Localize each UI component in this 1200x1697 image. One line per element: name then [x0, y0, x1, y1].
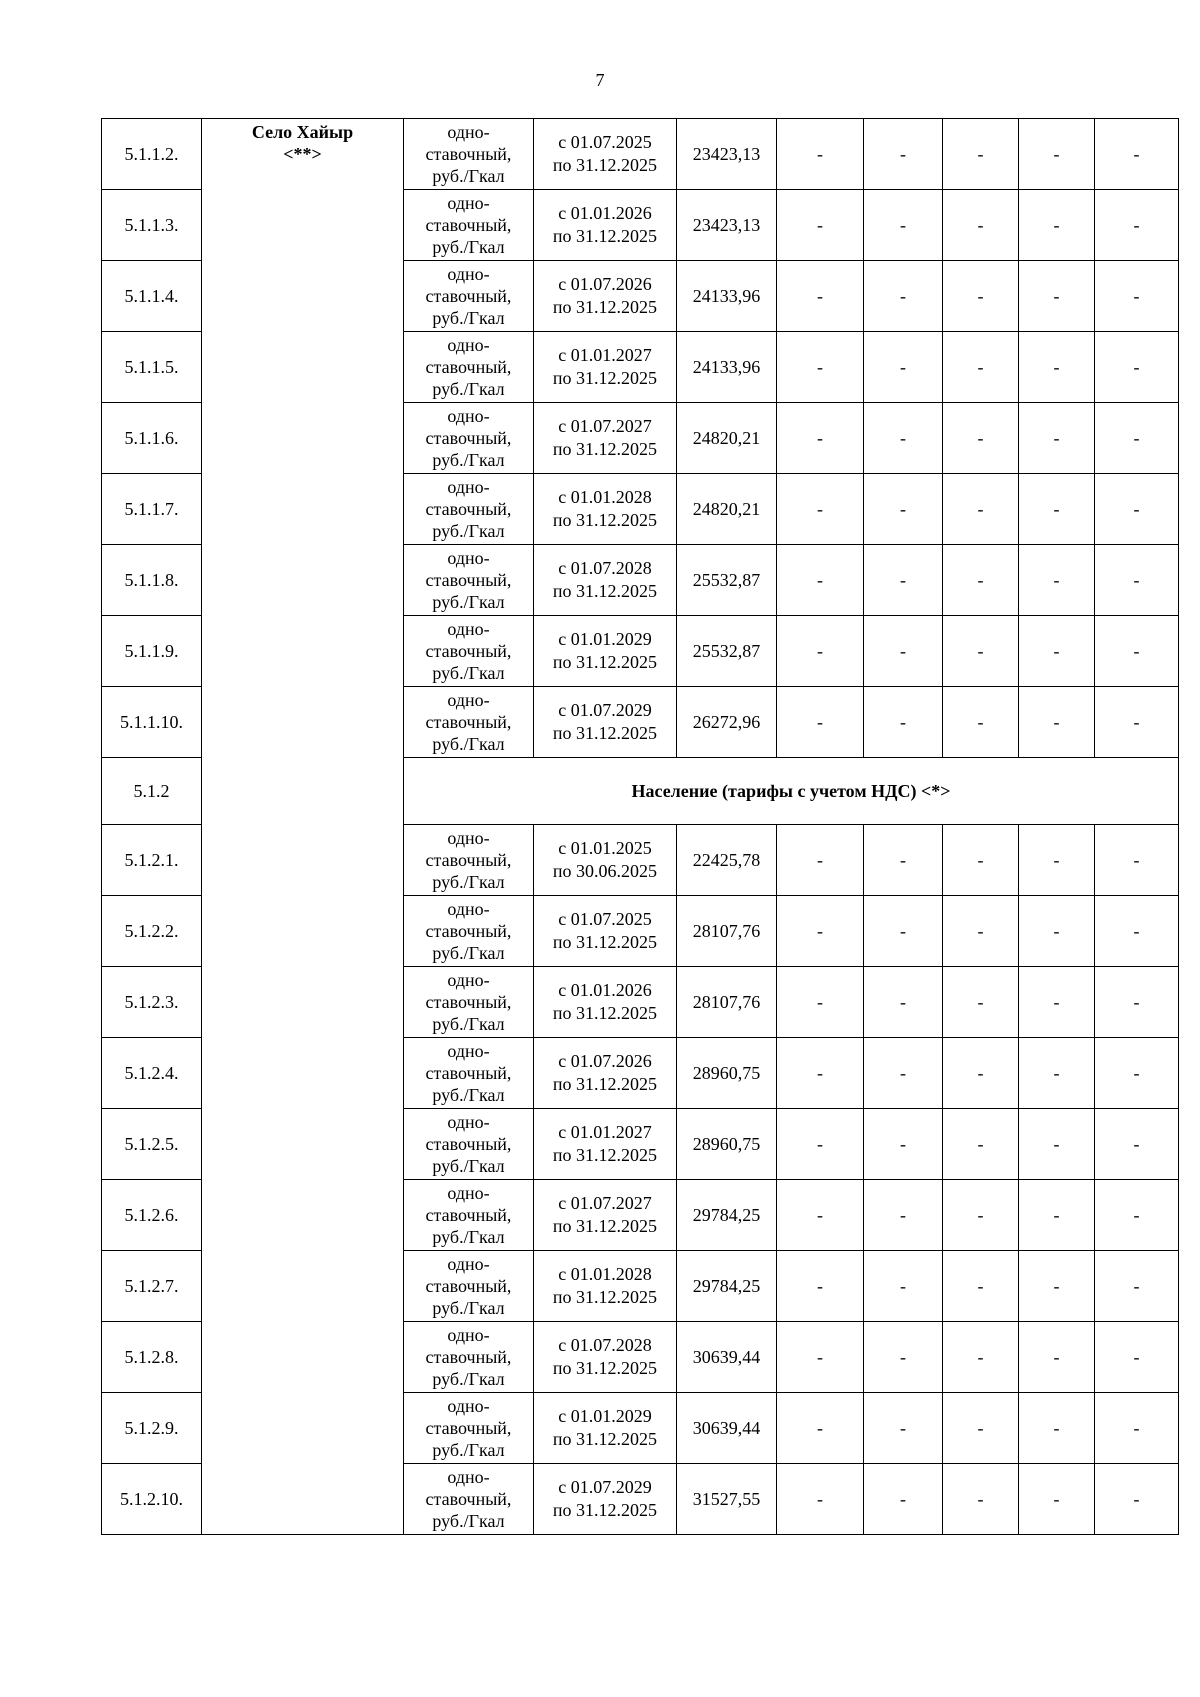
tariff-type-line: ставочный, — [425, 1347, 512, 1367]
tariff-value-cell: 28960,75 — [677, 1038, 777, 1109]
tariff-type-cell — [404, 261, 534, 332]
page-number: 7 — [595, 70, 605, 90]
tariff-type-cell — [404, 474, 534, 545]
period-to: по 31.12.2025 — [552, 1500, 658, 1520]
empty-value-cell: - — [1019, 1109, 1095, 1180]
tariff-type-line: одно- — [447, 264, 490, 284]
empty-value-cell: - — [1095, 1251, 1179, 1322]
tariff-type-cell — [404, 1393, 534, 1464]
row-code-cell: 5.1.1.6. — [102, 403, 202, 474]
period-from: с 01.07.2027 — [558, 416, 652, 436]
tariff-value-cell: 29784,25 — [677, 1180, 777, 1251]
tariff-type-line: руб./Гкал — [432, 592, 505, 612]
empty-value-cell: - — [1095, 119, 1179, 190]
empty-value-cell: - — [1019, 1322, 1095, 1393]
tariff-type-cell — [404, 1109, 534, 1180]
period-from: с 01.01.2028 — [558, 487, 652, 507]
empty-value-cell: - — [777, 332, 864, 403]
empty-value-cell: - — [864, 1180, 943, 1251]
row-code-cell: 5.1.2.2. — [102, 896, 202, 967]
empty-value-cell: - — [777, 1038, 864, 1109]
period-to: по 31.12.2025 — [552, 1358, 658, 1378]
tariff-value-cell: 23423,13 — [677, 190, 777, 261]
tariff-type-line: руб./Гкал — [432, 1227, 505, 1247]
tariff-type-line: ставочный, — [425, 992, 512, 1012]
row-code-cell: 5.1.1.4. — [102, 261, 202, 332]
empty-value-cell: - — [943, 1464, 1019, 1535]
empty-value-cell: - — [943, 332, 1019, 403]
empty-value-cell: - — [943, 1180, 1019, 1251]
tariff-type-line: ставочный, — [425, 1134, 512, 1154]
tariff-type-line: одно- — [447, 1112, 490, 1132]
tariff-type-line: ставочный, — [425, 499, 512, 519]
tariff-table-body — [102, 119, 1179, 1535]
empty-value-cell: - — [1019, 896, 1095, 967]
tariff-type-cell — [404, 1464, 534, 1535]
row-code-cell: 5.1.2.7. — [102, 1251, 202, 1322]
empty-value-cell: - — [1019, 190, 1095, 261]
empty-value-cell: - — [1095, 1038, 1179, 1109]
empty-value-cell: - — [864, 545, 943, 616]
tariff-value-cell: 24820,21 — [677, 403, 777, 474]
period-to: по 31.12.2025 — [552, 723, 658, 743]
tariff-type-cell — [404, 1038, 534, 1109]
empty-value-cell: - — [1019, 119, 1095, 190]
empty-value-cell: - — [777, 1322, 864, 1393]
empty-value-cell: - — [1095, 332, 1179, 403]
empty-value-cell: - — [864, 687, 943, 758]
empty-value-cell: - — [943, 190, 1019, 261]
empty-value-cell: - — [1019, 1393, 1095, 1464]
period-from: с 01.07.2029 — [558, 1477, 652, 1497]
tariff-type-line: руб./Гкал — [432, 872, 505, 892]
empty-value-cell: - — [1095, 190, 1179, 261]
empty-value-cell: - — [864, 1393, 943, 1464]
empty-value-cell: - — [864, 896, 943, 967]
empty-value-cell: - — [777, 119, 864, 190]
tariff-type-line: одно- — [447, 548, 490, 568]
period-cell — [534, 190, 677, 261]
tariff-value-cell: 28107,76 — [677, 967, 777, 1038]
tariff-type-line: ставочный, — [425, 1276, 512, 1296]
empty-value-cell: - — [943, 616, 1019, 687]
row-code-cell: 5.1.1.2. — [102, 119, 202, 190]
empty-value-cell: - — [864, 332, 943, 403]
period-to: по 31.12.2025 — [552, 510, 658, 530]
empty-value-cell: - — [1095, 1109, 1179, 1180]
row-code-cell: 5.1.2.10. — [102, 1464, 202, 1535]
empty-value-cell: - — [943, 119, 1019, 190]
period-cell — [534, 119, 677, 190]
empty-value-cell: - — [1019, 403, 1095, 474]
tariff-type-line: руб./Гкал — [432, 237, 505, 257]
empty-value-cell: - — [943, 1038, 1019, 1109]
period-from: с 01.07.2027 — [558, 1193, 652, 1213]
row-code-cell: 5.1.1.7. — [102, 474, 202, 545]
empty-value-cell: - — [1095, 687, 1179, 758]
empty-value-cell: - — [943, 1109, 1019, 1180]
empty-value-cell: - — [864, 616, 943, 687]
tariff-type-line: ставочный, — [425, 144, 512, 164]
period-cell — [534, 1322, 677, 1393]
tariff-type-line: одно- — [447, 193, 490, 213]
row-code-cell: 5.1.2.8. — [102, 1322, 202, 1393]
tariff-type-line: одно- — [447, 899, 490, 919]
empty-value-cell: - — [777, 545, 864, 616]
period-from: с 01.07.2028 — [558, 1335, 652, 1355]
empty-value-cell: - — [1095, 1464, 1179, 1535]
period-cell — [534, 616, 677, 687]
period-from: с 01.07.2028 — [558, 558, 652, 578]
period-from: с 01.01.2027 — [558, 1122, 652, 1142]
period-from: с 01.01.2029 — [558, 1406, 652, 1426]
tariff-type-cell — [404, 616, 534, 687]
settlement-name: Село Хайыр — [251, 122, 354, 142]
period-to: по 31.12.2025 — [552, 155, 658, 175]
period-from: с 01.01.2029 — [558, 629, 652, 649]
tariff-type-line: одно- — [447, 1396, 490, 1416]
tariff-type-line: одно- — [447, 335, 490, 355]
empty-value-cell: - — [1019, 1251, 1095, 1322]
tariff-type-cell — [404, 687, 534, 758]
tariff-value-cell: 26272,96 — [677, 687, 777, 758]
period-to: по 31.12.2025 — [552, 1074, 658, 1094]
empty-value-cell: - — [777, 1464, 864, 1535]
empty-value-cell: - — [943, 1322, 1019, 1393]
empty-value-cell: - — [864, 1322, 943, 1393]
tariff-type-line: руб./Гкал — [432, 308, 505, 328]
empty-value-cell: - — [943, 825, 1019, 896]
empty-value-cell: - — [777, 616, 864, 687]
row-code-cell: 5.1.1.10. — [102, 687, 202, 758]
tariff-value-cell: 22425,78 — [677, 825, 777, 896]
table-row — [102, 119, 1179, 190]
tariff-value-cell: 29784,25 — [677, 1251, 777, 1322]
period-from: с 01.07.2026 — [558, 1051, 652, 1071]
tariff-value-cell: 30639,44 — [677, 1322, 777, 1393]
tariff-type-cell — [404, 332, 534, 403]
tariff-type-line: ставочный, — [425, 215, 512, 235]
tariff-type-line: ставочный, — [425, 1489, 512, 1509]
period-to: по 31.12.2025 — [552, 581, 658, 601]
tariff-type-line: руб./Гкал — [432, 1014, 505, 1034]
period-to: по 31.12.2025 — [552, 652, 658, 672]
empty-value-cell: - — [1095, 1393, 1179, 1464]
tariff-value-cell: 25532,87 — [677, 545, 777, 616]
tariff-type-line: руб./Гкал — [432, 450, 505, 470]
row-code-cell: 5.1.2.1. — [102, 825, 202, 896]
tariff-type-line: одно- — [447, 1183, 490, 1203]
empty-value-cell: - — [1019, 545, 1095, 616]
tariff-value-cell: 28960,75 — [677, 1109, 777, 1180]
row-code-cell: 5.1.1.3. — [102, 190, 202, 261]
tariff-type-line: одно- — [447, 619, 490, 639]
tariff-value-cell: 23423,13 — [677, 119, 777, 190]
period-to: по 31.12.2025 — [552, 1216, 658, 1236]
empty-value-cell: - — [1019, 1038, 1095, 1109]
tariff-type-line: руб./Гкал — [432, 1369, 505, 1389]
tariff-type-cell — [404, 403, 534, 474]
empty-value-cell: - — [864, 190, 943, 261]
group-code-cell: 5.1.2 — [102, 758, 202, 825]
tariff-type-line: руб./Гкал — [432, 1085, 505, 1105]
row-code-cell: 5.1.2.5. — [102, 1109, 202, 1180]
tariff-type-cell — [404, 896, 534, 967]
tariff-value-cell: 24820,21 — [677, 474, 777, 545]
period-to: по 31.12.2025 — [552, 932, 658, 952]
tariff-type-line: ставочный, — [425, 570, 512, 590]
empty-value-cell: - — [864, 1464, 943, 1535]
empty-value-cell: - — [943, 403, 1019, 474]
tariff-type-line: руб./Гкал — [432, 1156, 505, 1176]
period-from: с 01.01.2025 — [558, 838, 652, 858]
settlement-cell — [202, 119, 404, 1535]
tariff-type-line: одно- — [447, 1467, 490, 1487]
tariff-type-line: руб./Гкал — [432, 166, 505, 186]
period-cell — [534, 1038, 677, 1109]
row-code-cell: 5.1.1.5. — [102, 332, 202, 403]
empty-value-cell: - — [777, 261, 864, 332]
empty-value-cell: - — [1095, 545, 1179, 616]
empty-value-cell: - — [1095, 1322, 1179, 1393]
tariff-type-line: ставочный, — [425, 1063, 512, 1083]
empty-value-cell: - — [943, 687, 1019, 758]
tariff-type-line: ставочный, — [425, 712, 512, 732]
empty-value-cell: - — [1019, 687, 1095, 758]
empty-value-cell: - — [1019, 261, 1095, 332]
empty-value-cell: - — [1019, 1464, 1095, 1535]
period-from: с 01.07.2029 — [558, 700, 652, 720]
group-title-cell: Население (тарифы с учетом НДС) <*> — [404, 758, 1179, 825]
row-code-cell: 5.1.1.9. — [102, 616, 202, 687]
period-cell — [534, 687, 677, 758]
tariff-value-cell: 25532,87 — [677, 616, 777, 687]
tariff-value-cell: 24133,96 — [677, 332, 777, 403]
empty-value-cell: - — [943, 1393, 1019, 1464]
empty-value-cell: - — [1095, 616, 1179, 687]
tariff-type-line: руб./Гкал — [432, 1440, 505, 1460]
tariff-type-line: ставочный, — [425, 357, 512, 377]
empty-value-cell: - — [777, 190, 864, 261]
row-code-cell: 5.1.2.6. — [102, 1180, 202, 1251]
empty-value-cell: - — [864, 1251, 943, 1322]
tariff-type-line: одно- — [447, 970, 490, 990]
empty-value-cell: - — [864, 119, 943, 190]
period-cell — [534, 403, 677, 474]
period-to: по 30.06.2025 — [552, 861, 658, 881]
tariff-type-line: ставочный, — [425, 641, 512, 661]
empty-value-cell: - — [864, 261, 943, 332]
tariff-type-line: ставочный, — [425, 850, 512, 870]
period-from: с 01.01.2026 — [558, 203, 652, 223]
tariff-type-cell — [404, 1251, 534, 1322]
period-cell — [534, 261, 677, 332]
empty-value-cell: - — [943, 261, 1019, 332]
tariff-type-line: руб./Гкал — [432, 379, 505, 399]
empty-value-cell: - — [1095, 403, 1179, 474]
tariff-type-line: ставочный, — [425, 428, 512, 448]
empty-value-cell: - — [943, 896, 1019, 967]
period-cell — [534, 825, 677, 896]
period-to: по 31.12.2025 — [552, 1287, 658, 1307]
empty-value-cell: - — [864, 825, 943, 896]
tariff-type-cell — [404, 190, 534, 261]
tariff-type-line: руб./Гкал — [432, 1298, 505, 1318]
row-code-cell: 5.1.1.8. — [102, 545, 202, 616]
period-from: с 01.07.2026 — [558, 274, 652, 294]
empty-value-cell: - — [943, 474, 1019, 545]
period-from: с 01.01.2026 — [558, 980, 652, 1000]
period-cell — [534, 967, 677, 1038]
empty-value-cell: - — [1019, 825, 1095, 896]
tariff-type-line: одно- — [447, 1325, 490, 1345]
tariff-type-line: одно- — [447, 1254, 490, 1274]
period-to: по 31.12.2025 — [552, 1003, 658, 1023]
period-cell — [534, 474, 677, 545]
period-to: по 31.12.2025 — [552, 297, 658, 317]
empty-value-cell: - — [864, 474, 943, 545]
period-cell — [534, 1109, 677, 1180]
row-code-cell: 5.1.2.3. — [102, 967, 202, 1038]
empty-value-cell: - — [777, 967, 864, 1038]
empty-value-cell: - — [777, 825, 864, 896]
empty-value-cell: - — [943, 545, 1019, 616]
tariff-value-cell: 31527,55 — [677, 1464, 777, 1535]
empty-value-cell: - — [777, 1109, 864, 1180]
tariff-type-line: ставочный, — [425, 921, 512, 941]
empty-value-cell: - — [1095, 896, 1179, 967]
tariff-type-cell — [404, 967, 534, 1038]
empty-value-cell: - — [1019, 332, 1095, 403]
empty-value-cell: - — [777, 687, 864, 758]
period-cell — [534, 1464, 677, 1535]
empty-value-cell: - — [1095, 1180, 1179, 1251]
period-cell — [534, 545, 677, 616]
empty-value-cell: - — [1019, 967, 1095, 1038]
empty-value-cell: - — [1095, 967, 1179, 1038]
tariff-type-line: ставочный, — [425, 1205, 512, 1225]
empty-value-cell: - — [864, 403, 943, 474]
period-cell — [534, 1393, 677, 1464]
empty-value-cell: - — [943, 967, 1019, 1038]
empty-value-cell: - — [1095, 474, 1179, 545]
row-code-cell: 5.1.2.9. — [102, 1393, 202, 1464]
tariff-value-cell: 30639,44 — [677, 1393, 777, 1464]
period-from: с 01.07.2025 — [558, 132, 652, 152]
tariff-table — [101, 118, 1179, 1535]
period-from: с 01.01.2028 — [558, 1264, 652, 1284]
empty-value-cell: - — [777, 1180, 864, 1251]
tariff-type-line: ставочный, — [425, 286, 512, 306]
tariff-type-line: руб./Гкал — [432, 521, 505, 541]
tariff-type-line: одно- — [447, 1041, 490, 1061]
period-cell — [534, 332, 677, 403]
period-cell — [534, 1180, 677, 1251]
period-from: с 01.07.2025 — [558, 909, 652, 929]
tariff-type-line: одно- — [447, 828, 490, 848]
tariff-type-line: руб./Гкал — [432, 1511, 505, 1531]
period-cell — [534, 1251, 677, 1322]
period-to: по 31.12.2025 — [552, 439, 658, 459]
tariff-type-cell — [404, 825, 534, 896]
row-code-cell: 5.1.2.4. — [102, 1038, 202, 1109]
empty-value-cell: - — [777, 1393, 864, 1464]
tariff-value-cell: 24133,96 — [677, 261, 777, 332]
empty-value-cell: - — [1019, 1180, 1095, 1251]
period-cell — [534, 896, 677, 967]
tariff-type-cell — [404, 1180, 534, 1251]
period-to: по 31.12.2025 — [552, 1145, 658, 1165]
period-to: по 31.12.2025 — [552, 226, 658, 246]
empty-value-cell: - — [864, 1109, 943, 1180]
empty-value-cell: - — [1019, 474, 1095, 545]
empty-value-cell: - — [943, 1251, 1019, 1322]
tariff-type-line: руб./Гкал — [432, 943, 505, 963]
tariff-type-line: руб./Гкал — [432, 663, 505, 683]
tariff-type-line: одно- — [447, 406, 490, 426]
tariff-type-cell — [404, 545, 534, 616]
empty-value-cell: - — [864, 967, 943, 1038]
tariff-value-cell: 28107,76 — [677, 896, 777, 967]
tariff-type-line: ставочный, — [425, 1418, 512, 1438]
tariff-type-line: одно- — [447, 122, 490, 142]
period-to: по 31.12.2025 — [552, 1429, 658, 1449]
tariff-type-cell — [404, 119, 534, 190]
empty-value-cell: - — [864, 1038, 943, 1109]
empty-value-cell: - — [1019, 616, 1095, 687]
empty-value-cell: - — [777, 403, 864, 474]
empty-value-cell: - — [777, 474, 864, 545]
empty-value-cell: - — [1095, 825, 1179, 896]
tariff-type-line: руб./Гкал — [432, 734, 505, 754]
tariff-type-line: одно- — [447, 477, 490, 497]
period-to: по 31.12.2025 — [552, 368, 658, 388]
period-from: с 01.01.2027 — [558, 345, 652, 365]
empty-value-cell: - — [777, 896, 864, 967]
settlement-note: <**> — [283, 144, 322, 164]
tariff-type-line: одно- — [447, 690, 490, 710]
empty-value-cell: - — [1095, 261, 1179, 332]
empty-value-cell: - — [777, 1251, 864, 1322]
tariff-type-cell — [404, 1322, 534, 1393]
